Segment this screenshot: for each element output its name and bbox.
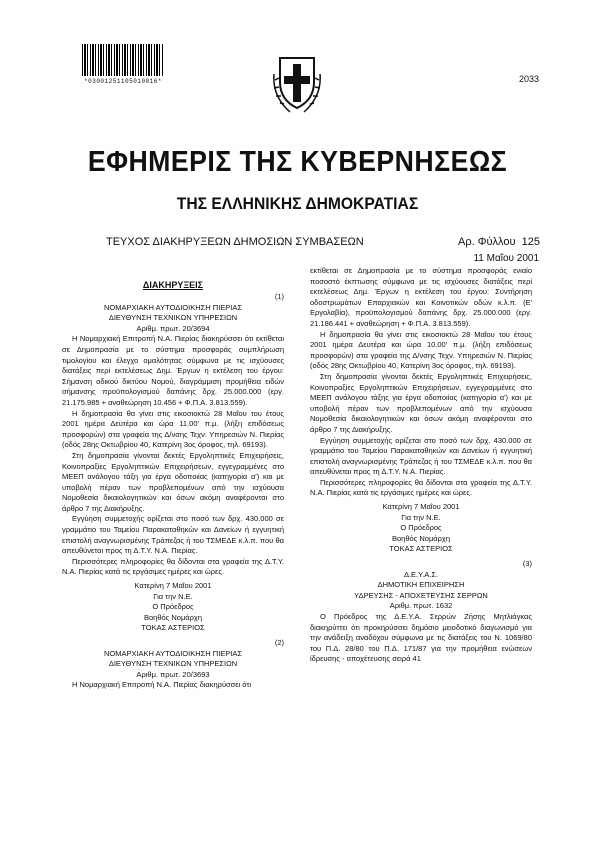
announcement-number: (2): [274, 638, 284, 647]
sheet-number: 125: [521, 236, 540, 248]
signature-date: Κατερίνη 7 Μαΐου 2001: [382, 502, 460, 512]
signature-date: Κατερίνη 7 Μαΐου 2001: [134, 581, 212, 591]
paragraph: Η Νομαρχιακή Επιτροπή Ν.Α. Πιερίας διακηρύσσει ότι: [72, 680, 252, 690]
paragraph: Εγγύηση συμμετοχής ορίζεται στο ποσό των δρχ. 430.000 σε γραμμάτιο του Ταμείου Παρακαταθηκών και Δανείων ή εγγυητική επιστολή αναγνωρισμένης Τράπεζας ή του ΤΣΜΕΔΕ κ.λ.π. που θα απευθύνεται προς τη Δ.Τ.Υ. Ν.Α. Πιερίας.: [310, 435, 532, 477]
reference-number: Αριθμ. πρωτ. 20/3694: [136, 323, 210, 333]
department-name: ΥΔΡΕΥΣΗΣ - ΑΠΟΧΕΤΕΥΣΗΣ ΣΕΡΡΩΝ: [354, 590, 488, 600]
issue-line: [106, 236, 540, 248]
paragraph: Περισσότερες πληροφορίες θα δίδονται στα γραφεία της Δ.Τ.Υ. Ν.Α. Πιερίας κατά τις εργάσιμες ημέρες και ώρες.: [62, 556, 284, 577]
issue-date: 11 Μαΐου 2001: [473, 253, 539, 264]
announcement-number: (1): [274, 292, 284, 301]
page-number: 2033: [518, 74, 539, 84]
org-name: ΝΟΜΑΡΧΙΑΚΗ ΑΥΤΟΔΙΟΙΚΗΣΗ ΠΙΕΡΙΑΣ: [103, 648, 243, 658]
sheet-info: [458, 236, 540, 248]
left-column: [62, 278, 284, 691]
issue-name: ΤΕΥΧΟΣ ΔΙΑΚΗΡΥΞΕΩΝ ΔΗΜΟΣΙΩΝ ΣΥΜΒΑΣΕΩΝ: [106, 236, 364, 248]
section-heading: ΔΙΑΚΗΡΥΞΕΙΣ: [142, 280, 204, 290]
barcode: [82, 44, 164, 86]
barcode-number: *03001251105010016*: [84, 78, 162, 85]
paragraph: Εγγύηση συμμετοχής ορίζεται στο ποσό των δρχ. 430.000 σε γραμμάτιο του Ταμείου Παρακαταθηκών και Δανείων ή εγγυητική επιστολή αναγνωρισμένης Τράπεζας ή του ΤΣΜΕΔΕ κ.λ.π. που θα απευθύνεται προς τη Δ.Τ.Υ. Ν.Α. Πιερίας.: [62, 514, 284, 556]
org-name: ΔΗΜΟΤΙΚΗ ΕΠΙΧΕΙΡΗΣΗ: [377, 580, 465, 590]
paragraph: Η Νομαρχιακή Επιτροπή Ν.Α. Πιερίας διακηρύσσει ότι εκτίθεται σε Δημοπρασία με το σύστημα προσφοράς συμπλήρωση τιμολογίου και έλεγχο ομαλότητας σύμφωνα με τις ισχύουσες διατάξεις περί εκτελέσεως Δημ. Έργων η εκτέλεση του έργου: Σήμανση οδικού δικτύου Νομού, διαγράμμιση προμήθεια ειδών σήμανσης προϋπολογισμού δαπάνης δρχ. 25.000.000 (εργ. 21.175.985 + αναθεώρηση 10.456 + Φ.Π.Α. 3.813.559).: [62, 334, 284, 407]
paragraph: Στη δημοπρασία γίνονται δεκτές Εργοληπτικές Επιχειρήσεις, Κοινοπραξίες Εργοληπτικών Επιχειρήσεων, εγγεγραμμένες στο ΜΕΕΠ ανάλογου τάξης για έργα οδοποιίας (κατηγορία α') και με υποβολή πέραν των προβλεπομένων από την ισχύουσα Νομοθεσία δικαιολογητικών και όσων ακόμη αναφέρονται στο άρθρο 7 της Διακήρυξης.: [310, 371, 532, 434]
signature-line: Ο Πρόεδρος: [152, 602, 194, 612]
paragraph: Στη δημοπρασία γίνονται δεκτές Εργοληπτικές Επιχειρήσεις, Κοινοπραξίες Εργοληπτικών Επιχειρήσεων, εγγεγραμμένες στο ΜΕΕΠ ανάλογου τάξη για έργα οδοποιίας (κατηγορία α') και με υποβολή πέραν των προβλεπομένων από την ισχύουσα Νομοθεσία δικαιολογητικών και όσων ακόμη αναφέρονται στο άρθρο 7 της Διακήρυξης.: [62, 450, 284, 513]
org-name: Δ.Ε.Υ.Α.Σ.: [403, 569, 439, 579]
signature-line: Βοηθός Νομάρχη: [391, 533, 450, 543]
greek-coat-of-arms-icon: [272, 52, 322, 114]
paragraph: εκτίθεται σε Δημοπρασία με το σύστημα προσφοράς ενιαίο ποσοστό έκπτωσης σύμφωνα με τις ισχύουσες διατάξεις περί εκτελέσεως Δημ. Έργων η εκτέλεση του έργου: Συντήρηση οδοστρωμάτων Επαρχιακών και Κοινοτικών οδών κ.λ.π. (Ε' Εργολαβία), προϋπολογισμού δαπάνης δρχ. 25.000.000 (εργ. 21.186.441 + αναθεώρηση + Φ.Π.Α. 3.813.559).: [310, 266, 532, 328]
sheet-label: Αρ. Φύλλου: [458, 236, 516, 248]
department-name: ΔΙΕΥΘΥΝΣΗ ΤΕΧΝΙΚΩΝ ΥΠΗΡΕΣΙΩΝ: [108, 659, 238, 669]
signature-line: Για την Ν.Ε.: [153, 591, 193, 601]
announcement-number: (3): [522, 559, 532, 569]
signatory-name: ΤΟΚΑΣ ΑΣΤΕΡΙΟΣ: [389, 544, 453, 554]
barcode-bars: [82, 44, 164, 76]
signature-line: Βοηθός Νομάρχη: [143, 612, 202, 622]
paragraph: Η δημοπρασία θα γίνει στις εικοσιοκτώ 28 Μαΐου του έτους 2001 ημέρα Δευτέρα και ώρα 11.00' π.μ. (λήξη επιδόσεως προσφορών) στα γραφεία της Δ/νσης Τεχν. Υπηρεσιών Ν. Πιερίας (οδός 28ης Οκτωβρίου 40, Κατερίνη 3ος όροφος, τηλ. 69193).: [62, 408, 284, 450]
right-column: [310, 266, 532, 665]
paragraph: Ο Πρόεδρος της Δ.Ε.Υ.Α. Σερρών Ζήσης Μητλιάγκας διακηρύττει ότι προκηρύσσει δημόσιο μειοδοτικό διαγωνισμό για την ανάδειξη αναδόχου σύμφωνα με τις διατάξεις του Ν. 1069/80 του Π.Δ. 28/80 του Π.Δ. 171/87 για την προμήθεια ενώσεων ίδρευσης - αποχέτευσης σειρά 41: [310, 612, 532, 664]
reference-number: Αριθμ. πρωτ. 20/3693: [136, 669, 210, 679]
gazette-subtitle: ΤΗΣ ΕΛΛΗΝΙΚΗΣ ΔΗΜΟΚΡΑΤΙΑΣ: [176, 194, 419, 213]
department-name: ΔΙΕΥΘΥΝΣΗ ΤΕΧΝΙΚΩΝ ΥΠΗΡΕΣΙΩΝ: [108, 313, 238, 323]
gazette-title: ΕΦΗΜΕΡΙΣ ΤΗΣ ΚΥΒΕΡΝΗΣΕΩΣ: [87, 146, 508, 178]
reference-number: Αριθμ. πρωτ. 1632: [389, 601, 453, 611]
org-name: ΝΟΜΑΡΧΙΑΚΗ ΑΥΤΟΔΙΟΙΚΗΣΗ ΠΙΕΡΙΑΣ: [103, 302, 243, 312]
signatory-name: ΤΟΚΑΣ ΑΣΤΕΡΙΟΣ: [141, 623, 205, 633]
paragraph: Η δημοπρασία θα γίνει στις εικοσιοκτώ 28 Μαΐου του έτους 2001 ημέρα Δευτέρα και ώρα 10.00' π.μ. (λήξη επιδόσεως προσφορών) στα γραφεία της Δ/νσης Τεχν. Υπηρεσιών Ν. Πιερίας (οδός 28ης Οκτωβρίου 40, Κατερίνη 3ος όροφος, τηλ. 69193).: [310, 329, 532, 371]
signature-line: Ο Πρόεδρος: [400, 523, 442, 533]
signature-line: Για την Ν.Ε.: [401, 512, 441, 522]
paragraph: Περισσότερες πληροφορίες θα δίδονται στα γραφεία της Δ.Τ.Υ. Ν.Α. Πιερίας κατά τις εργάσιμες ημέρες και ώρες.: [310, 477, 532, 498]
